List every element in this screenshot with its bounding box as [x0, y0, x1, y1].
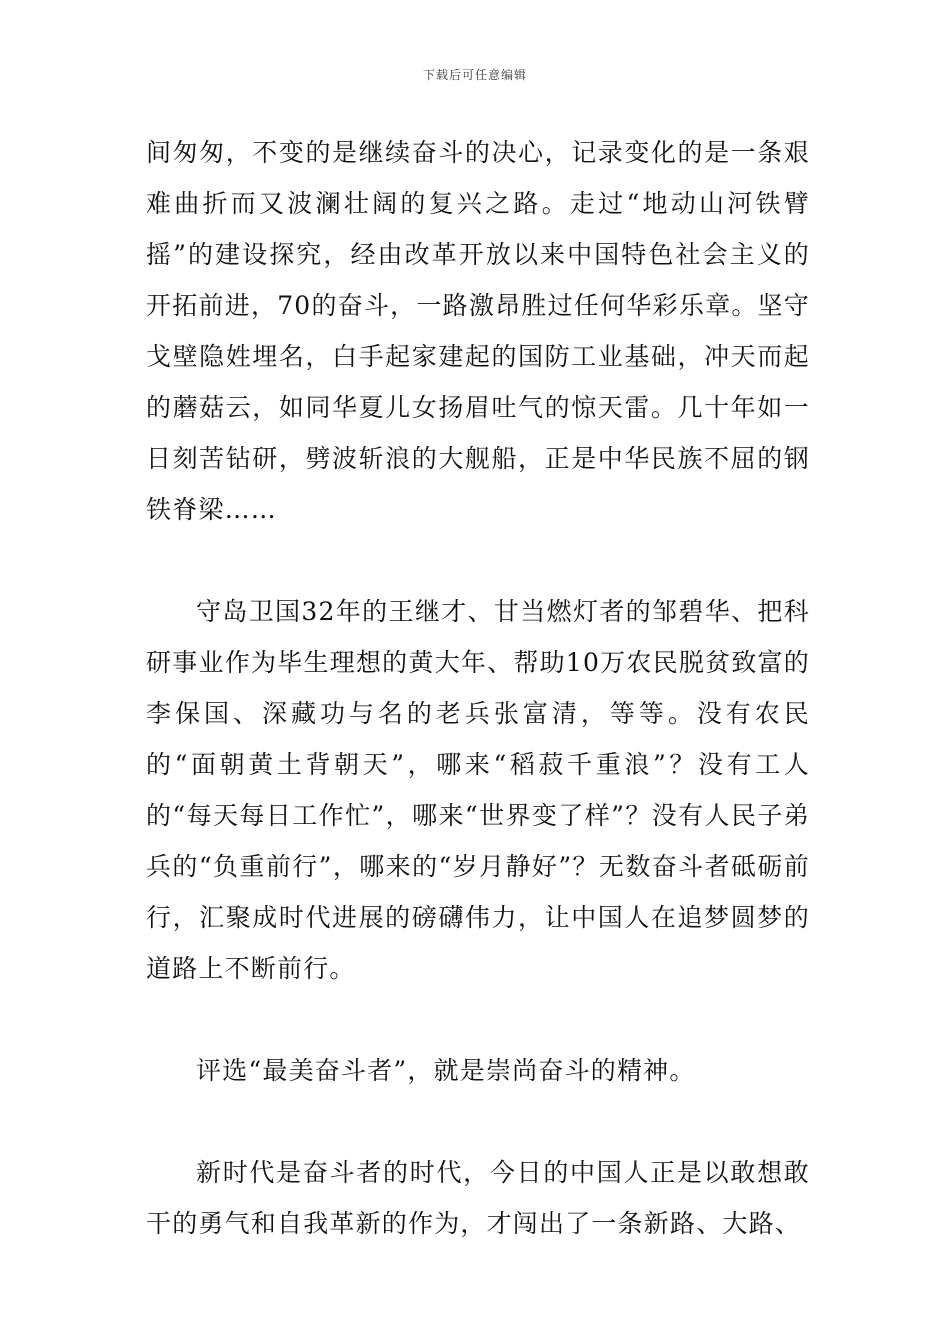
page-header: 下载后可任意编辑: [422, 68, 527, 82]
paragraph-spacer: [146, 1096, 810, 1147]
paragraph-spacer: [146, 994, 810, 1045]
paragraph-3: 评选“最美奋斗者”，就是崇尚奋斗的精神。: [196, 1056, 696, 1085]
paragraph-2: 守岛卫国32年的王继才、甘当燃灯者的邹碧华、把科研事业作为毕生理想的黄大年、帮助10万农民脱贫致富的李保国、深藏功与名的老兵张富清，等等。没有农民的“面朝黄土背朝天”，哪来“稻菽千重浪”？没有工人的“每天每日工作忙”，哪来“世界变了样”？没有人民子弟兵的“负重前行”，哪来的“岁月静好”？无数奋斗者砥砺前行，汇聚成时代进展的磅礴伟力，让中国人在追梦圆梦的道路上不断前行。: [146, 597, 810, 983]
paragraph-4: 新时代是奋斗者的时代，今日的中国人正是以敢想敢干的勇气和自我革新的作为，才闯出了一条新路、大路、: [146, 1158, 810, 1238]
paragraph-spacer: [146, 535, 810, 586]
document-body: [146, 127, 810, 1249]
paragraph-1: 间匆匆，不变的是继续奋斗的决心，记录变化的是一条艰难曲折而又波澜壮阔的复兴之路。走过“地动山河铁臂摇”的建设探究，经由改革开放以来中国特色社会主义的开拓前进，70的奋斗，一路激昂胜过任何华彩乐章。坚守戈壁隐姓埋名，白手起家建起的国防工业基础，冲天而起的蘑菇云，如同华夏儿女扬眉吐气的惊天雷。几十年如一日刻苦钻研，劈波斩浪的大舰船，正是中华民族不屈的钢铁脊梁……: [146, 138, 810, 524]
